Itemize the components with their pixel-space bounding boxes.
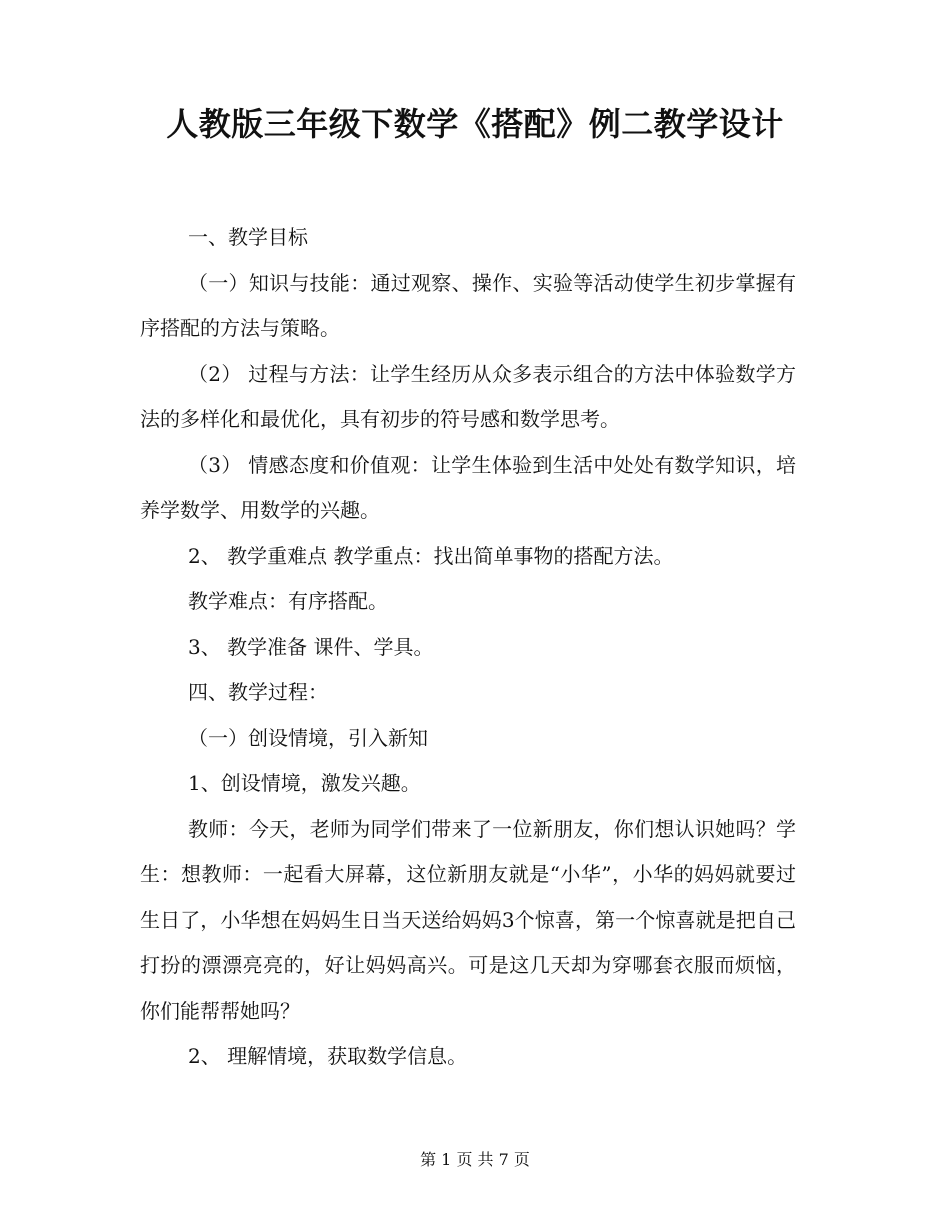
- paragraph-section-heading: 一、教学目标: [188, 225, 308, 249]
- paragraph-preparation: 3、 教学准备 课件、学具。: [188, 634, 434, 659]
- paragraph-step-one: 1、创设情境，激发兴趣。: [188, 771, 421, 795]
- document-body: [140, 215, 796, 1080]
- document-title: 人教版三年级下数学《搭配》例二教学设计: [166, 105, 784, 143]
- paragraph-emotional-values: （3） 情感态度和价值观：让学生体验到生活中处处有数学知识，培养学数学、用数学的兴趣。: [140, 452, 796, 522]
- paragraph-knowledge-skills: （一）知识与技能：通过观察、操作、实验等活动使学生初步掌握有序搭配的方法与策略。: [140, 270, 796, 340]
- paragraph-create-scene: （一）创设情境，引入新知: [188, 725, 428, 750]
- paragraph-teacher-dialogue: 教师：今天，老师为同学们带来了一位新朋友，你们想认识她吗？学生：想教师：一起看大屏幕，这位新朋友就是“小华”，小华的妈妈就要过生日了，小华想在妈妈生日当天送给妈妈3个惊喜，第一个惊喜就是把自己打扮的漂漂亮亮的，好让妈妈高兴。可是这几天却为穿哪套衣服而烦恼，你们能帮帮她吗？: [140, 816, 796, 1023]
- paragraph-process-methods: （2） 过程与方法：让学生经历从众多表示组合的方法中体验数学方法的多样化和最优化，具有初步的符号感和数学思考。: [140, 361, 796, 431]
- paragraph-key-points: 2、 教学重难点 教学重点：找出简单事物的搭配方法。: [188, 543, 674, 568]
- paragraph-difficulty: 教学难点：有序搭配。: [188, 589, 388, 613]
- paragraph-step-two: 2、 理解情境，获取数学信息。: [188, 1044, 468, 1068]
- page-footer: 第 1 页 共 7 页: [420, 1150, 530, 1169]
- paragraph-process-heading: 四、教学过程：: [188, 680, 328, 704]
